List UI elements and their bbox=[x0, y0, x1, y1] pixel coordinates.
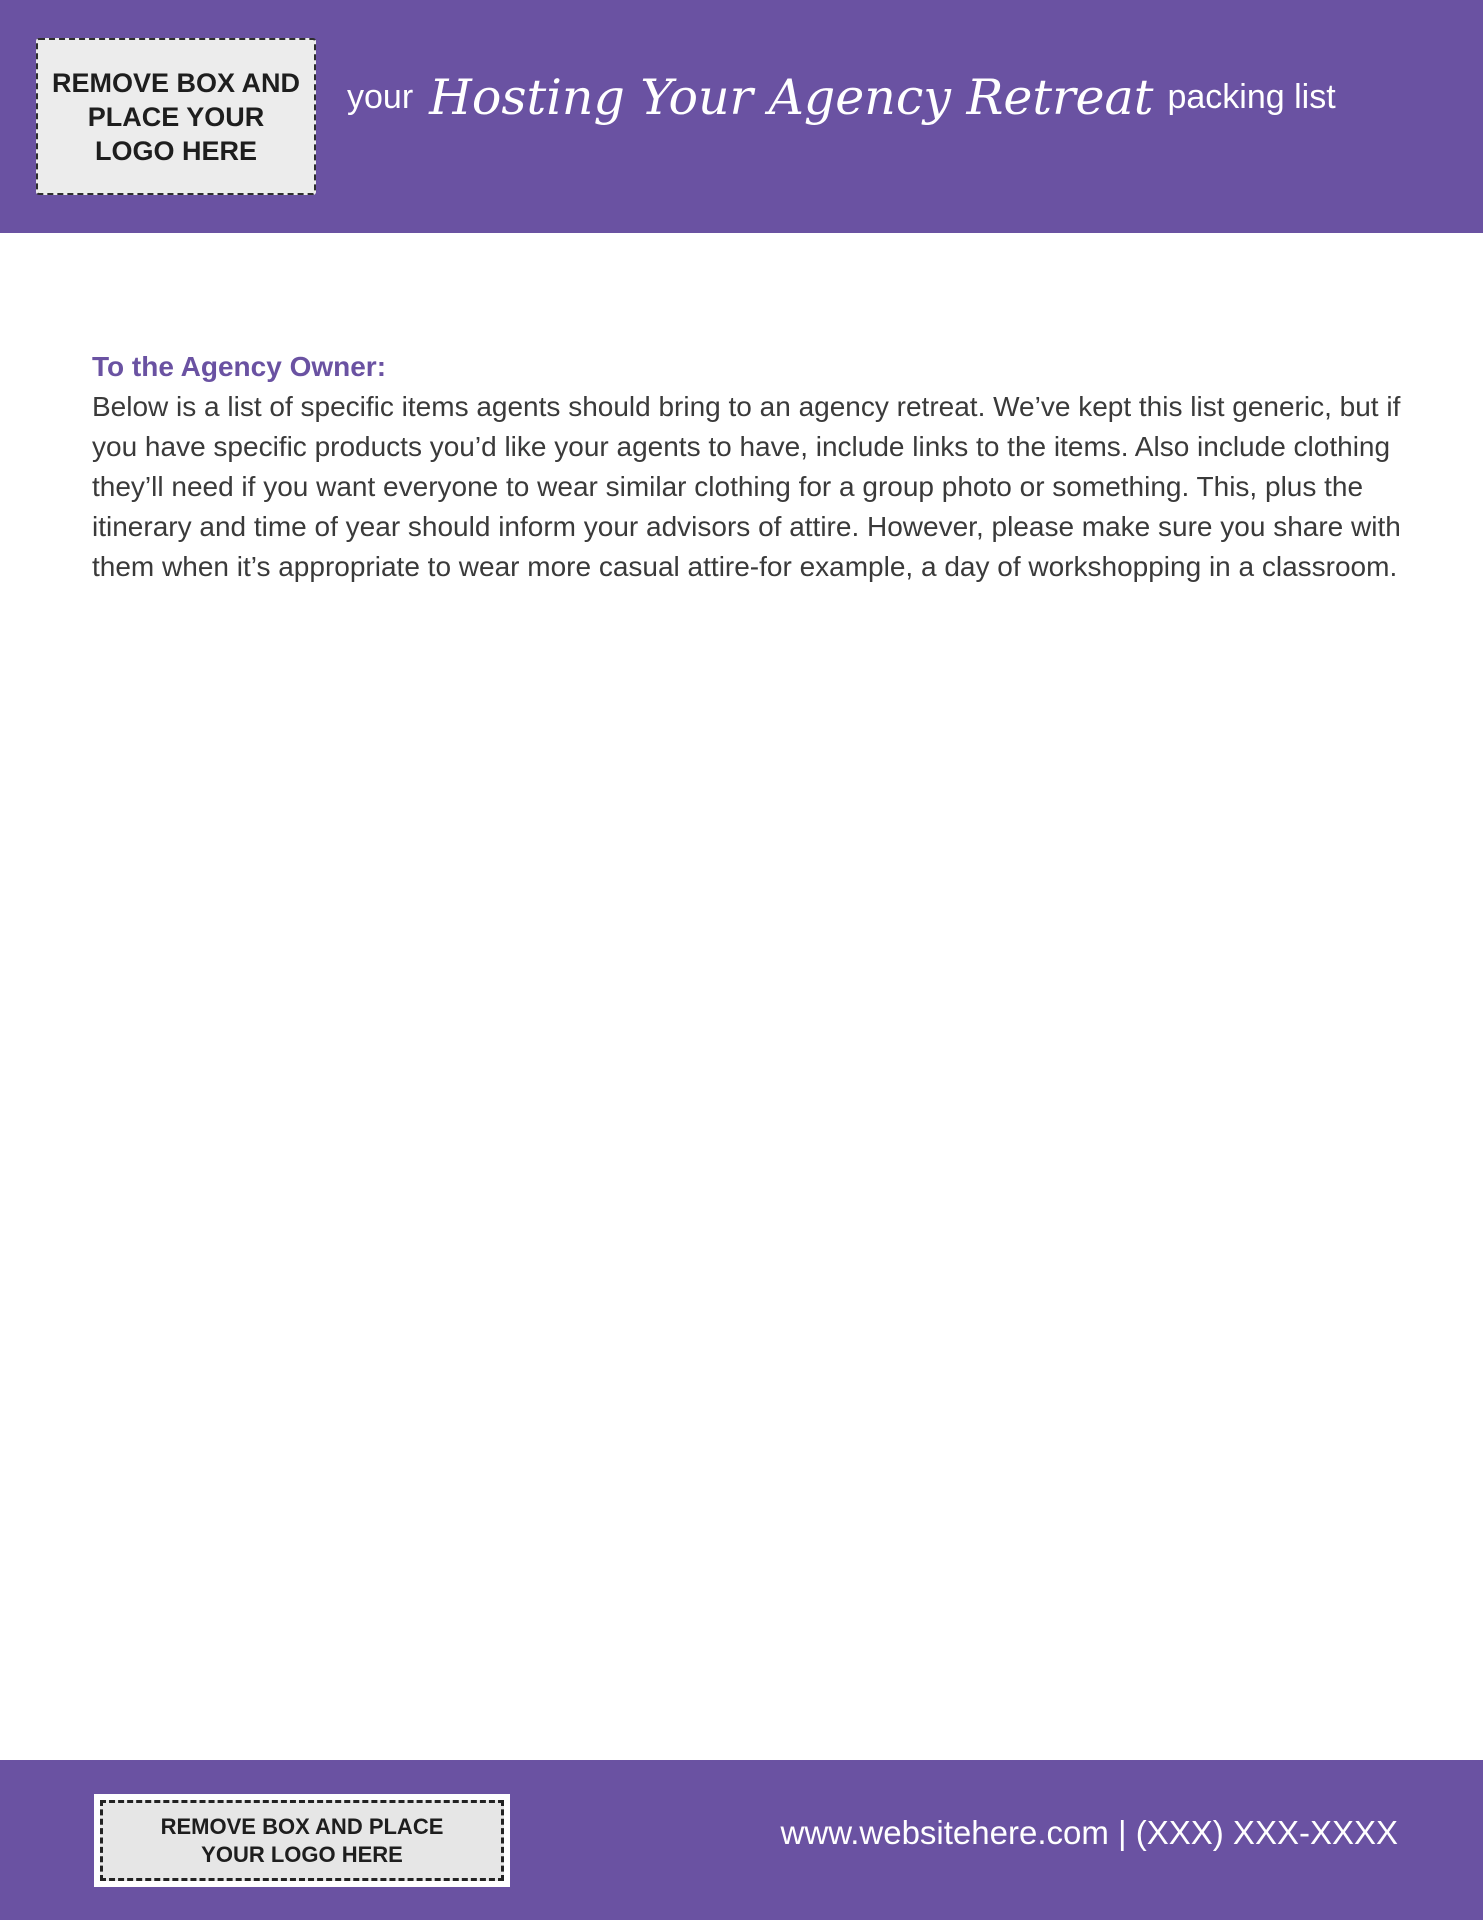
footer-logo-placeholder-box[interactable] bbox=[100, 1800, 504, 1881]
footer-banner bbox=[0, 1760, 1483, 1920]
intro-heading: To the Agency Owner: bbox=[92, 351, 387, 382]
intro-section bbox=[92, 347, 1412, 587]
footer-contact-info: www.websitehere.com | (XXX) XXX-XXXX bbox=[780, 1814, 1398, 1851]
title-suffix: packing list bbox=[1167, 77, 1336, 116]
title-prefix: your bbox=[347, 77, 414, 116]
page-title bbox=[347, 56, 1467, 138]
footer-logo-frame[interactable] bbox=[94, 1794, 510, 1887]
title-main: Hosting Your Agency Retreat bbox=[429, 68, 1154, 126]
intro-paragraph: Below is a list of specific items agents should bring to an agency retreat. We’ve kept this list generic, but if you have specific products you’d like your agents to have, include links to the items. Also include clothing they’ll need if you want everyone to wear similar clothing for a group photo or something. This, plus the itinerary and time of year should inform your advisors of attire. However, please make sure you share with them when it’s appropriate to wear more casual attire-for example, a day of workshopping in a classroom. bbox=[92, 391, 1401, 582]
logo-placeholder-text: REMOVE BOX AND PLACE YOUR LOGO HERE bbox=[51, 67, 301, 166]
header-banner bbox=[0, 0, 1483, 233]
logo-placeholder-box[interactable] bbox=[36, 38, 316, 195]
footer-logo-placeholder-text: REMOVE BOX AND PLACE YOUR LOGO HERE bbox=[160, 1813, 444, 1867]
